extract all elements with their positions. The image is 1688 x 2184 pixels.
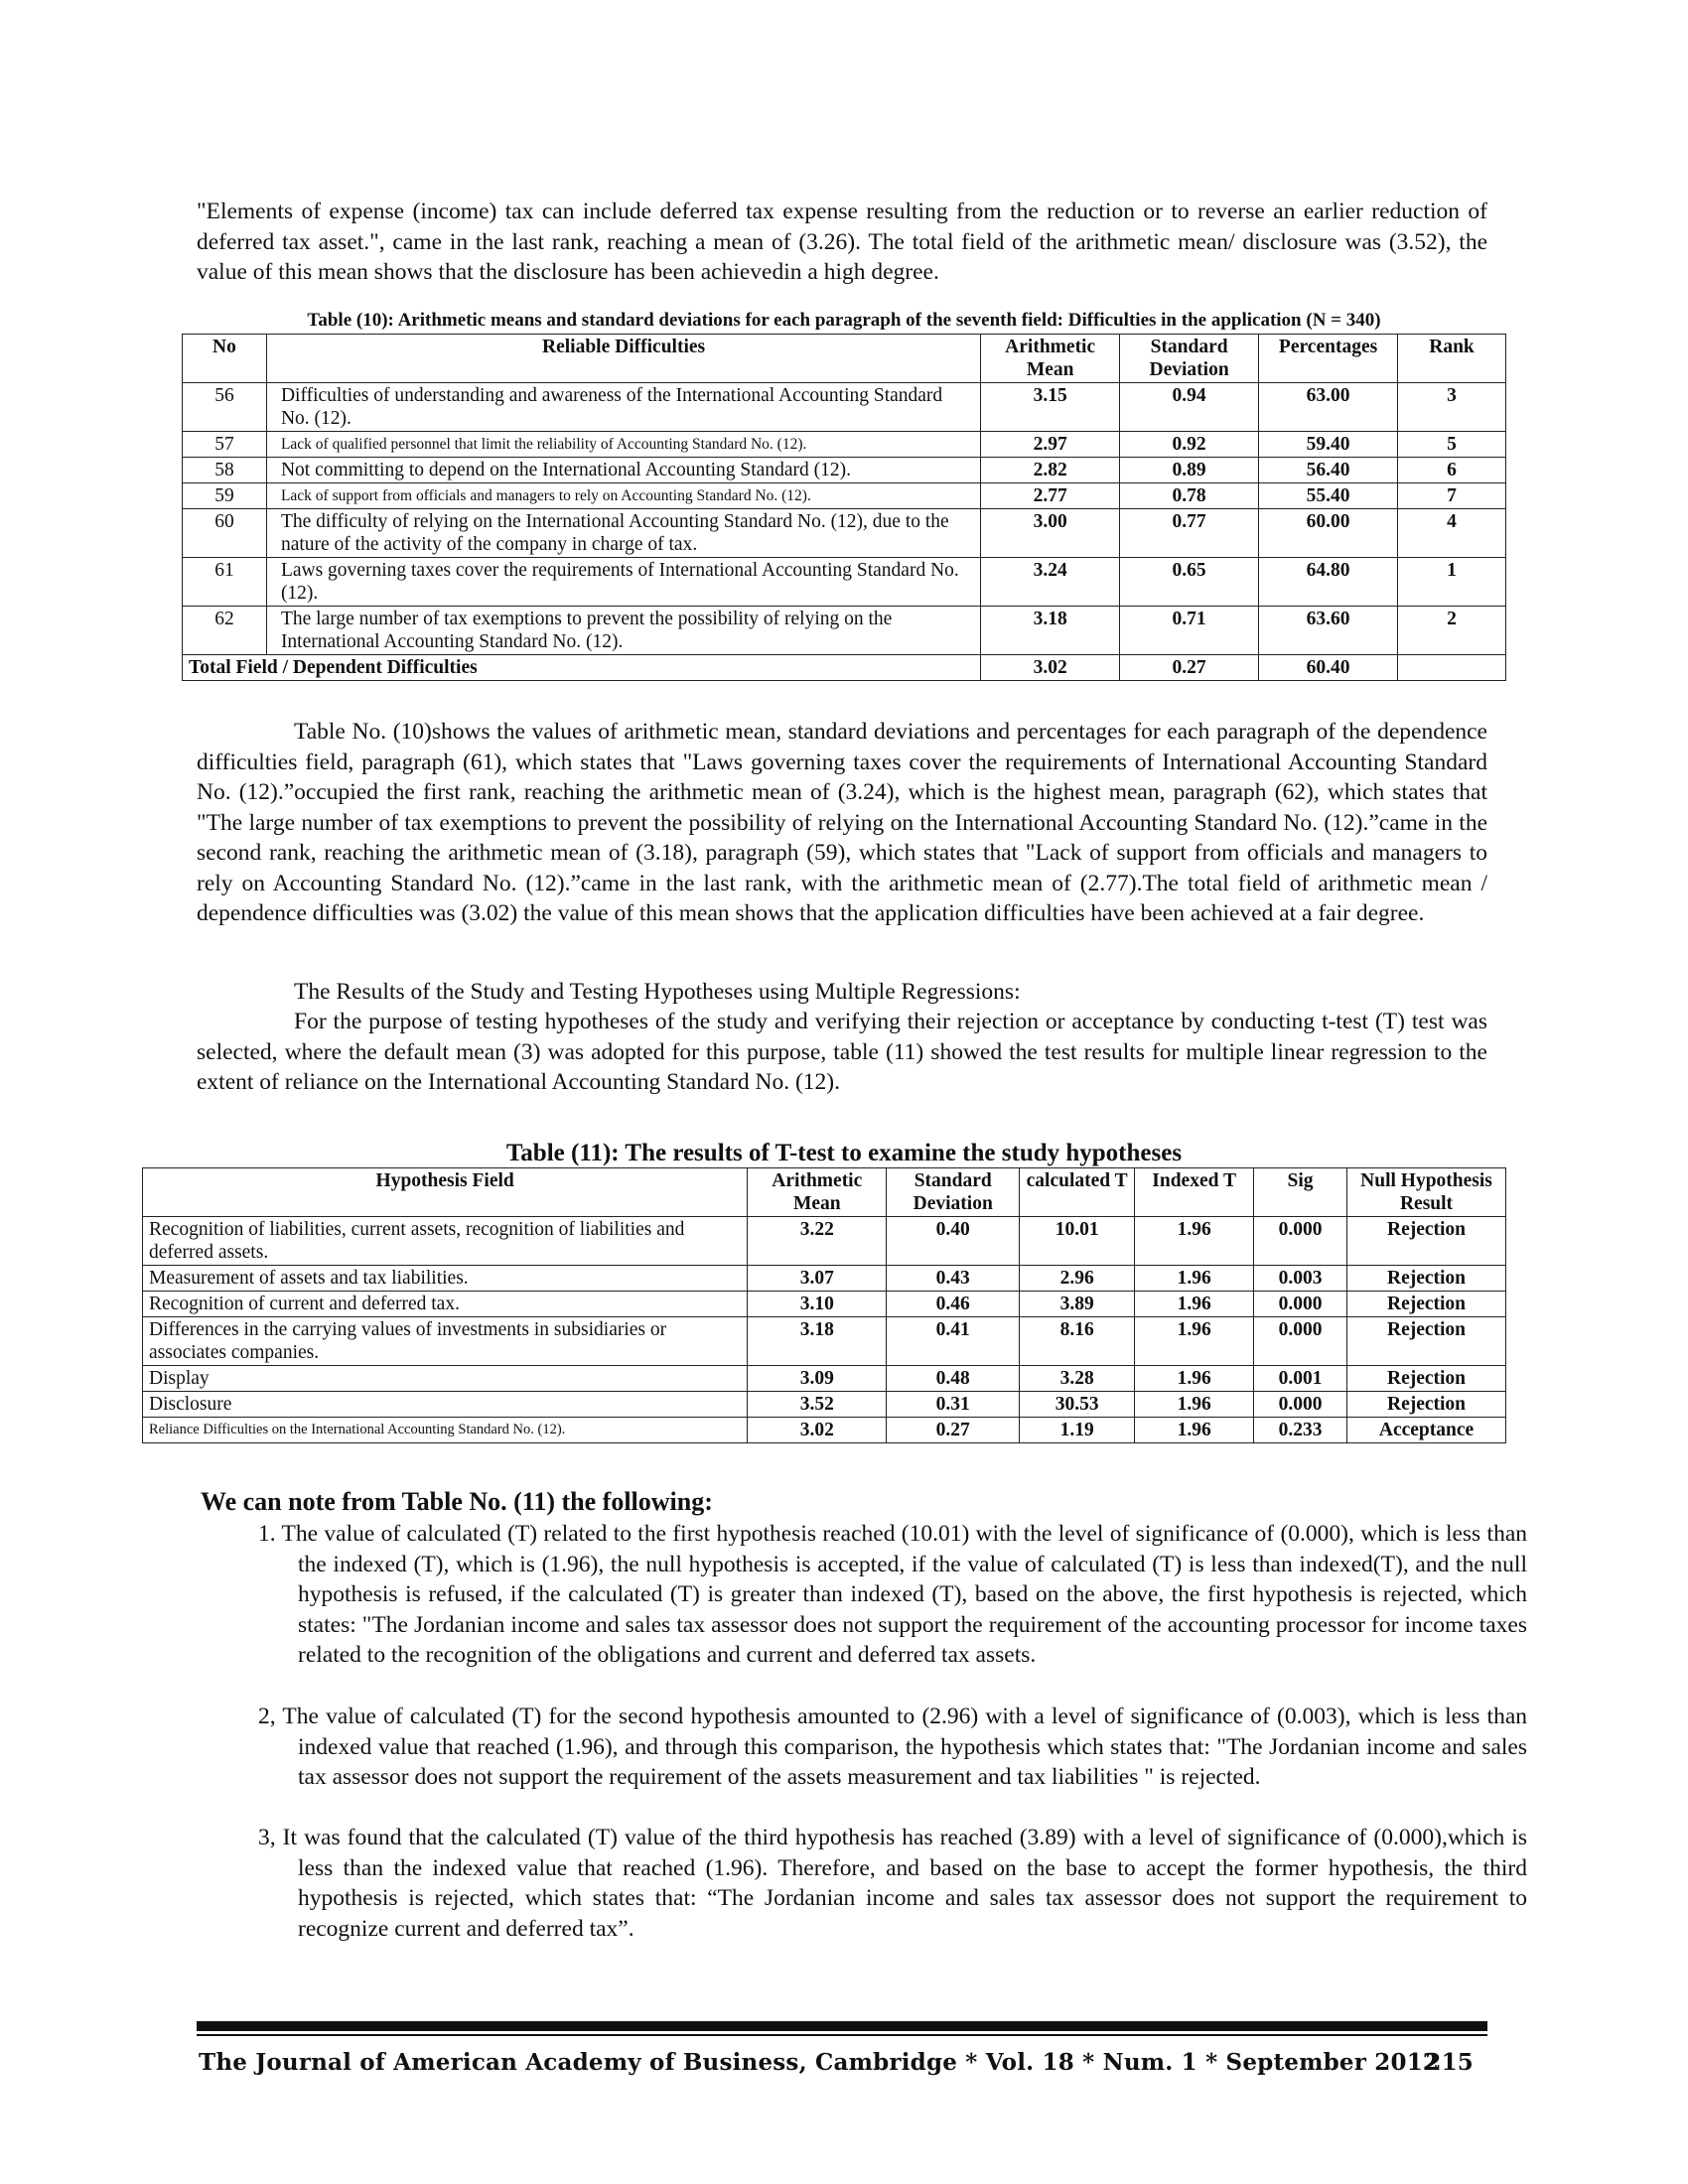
row-indexed-t: 1.96 [1135,1217,1254,1266]
row-percentage: 55.40 [1259,483,1398,509]
row-sd: 0.31 [887,1392,1020,1418]
table-row [183,458,1506,483]
page-number: 215 [1425,2049,1474,2076]
footer-rule-thick [197,2021,1487,2031]
table11-header-mean: Arithmetic Mean [748,1168,887,1217]
total-sd: 0.27 [1120,655,1259,681]
table11 [142,1167,1506,1443]
row-field: Differences in the carrying values of investments in subsidiaries or associates companies. [143,1317,748,1366]
table-row [143,1317,1506,1366]
row-indexed-t: 1.96 [1135,1292,1254,1317]
row-rank: 7 [1398,483,1506,509]
row-sig: 0.001 [1254,1366,1347,1392]
table11-caption: Table (11): The results of T-test to examine the study hypotheses [505,1140,1183,1166]
row-text: The difficulty of relying on the International Accounting Standard No. (12), due to the nature of the activity of the company in charge of tax. [266,509,980,558]
table-row [143,1392,1506,1418]
row-sd: 0.77 [1120,509,1259,558]
table-row [183,432,1506,458]
table11-header-row [143,1168,1506,1217]
row-no: 58 [183,458,267,483]
row-rank: 1 [1398,558,1506,607]
table10-header-mean: Arithmetic Mean [981,335,1120,383]
row-indexed-t: 1.96 [1135,1266,1254,1292]
row-sig: 0.003 [1254,1266,1347,1292]
row-indexed-t: 1.96 [1135,1366,1254,1392]
table10-header-difficulties: Reliable Difficulties [266,335,980,383]
row-sig: 0.000 [1254,1317,1347,1366]
row-sig: 0.000 [1254,1217,1347,1266]
table10-header-no: No [183,335,267,383]
row-result: Rejection [1347,1392,1506,1418]
row-mean: 3.09 [748,1366,887,1392]
row-sd: 0.46 [887,1292,1020,1317]
footer [199,2049,1487,2076]
row-rank: 4 [1398,509,1506,558]
table-row [143,1366,1506,1392]
row-percentage: 60.00 [1259,509,1398,558]
row-rank: 6 [1398,458,1506,483]
row-field: Recognition of current and deferred tax. [143,1292,748,1317]
row-sd: 0.78 [1120,483,1259,509]
row-no: 56 [183,383,267,432]
row-mean: 2.82 [981,458,1120,483]
row-sig: 0.233 [1254,1418,1347,1443]
row-no: 57 [183,432,267,458]
row-text: The large number of tax exemptions to prevent the possibility of relying on the International Accounting Standard No. (12). [266,607,980,655]
row-mean: 3.15 [981,383,1120,432]
row-sd: 0.92 [1120,432,1259,458]
row-percentage: 63.00 [1259,383,1398,432]
row-sd: 0.94 [1120,383,1259,432]
total-rank [1398,655,1506,681]
row-percentage: 59.40 [1259,432,1398,458]
table-row [143,1217,1506,1266]
results-paragraph: For the purpose of testing hypotheses of the study and verifying their rejection or acceptance by conducting t-test (T) test was selected, where the default mean (3) was adopted for this purpose, table (11) showed the test results for multiple linear regression to the extent of reliance on the International Accounting Standard No. (12). [197,1009,1487,1095]
total-mean: 3.02 [981,655,1120,681]
total-label: Total Field / Dependent Difficulties [183,655,981,681]
discussion-paragraph: Table No. (10)shows the values of arithmetic mean, standard deviations and percentages for each paragraph of the dependence difficulties field, paragraph (61), which states that "Laws governing taxes cover the requirements of International Accounting Standard No. (12).”occupied the first rank, reaching the arithmetic mean of (3.24), which is the highest mean, paragraph (62), which states that "The large number of tax exemptions to prevent the possibility of relying on the International Accounting Standard No. (12).”came in the second rank, reaching the arithmetic mean of (3.18), paragraph (59), which states that "Lack of support from officials and managers to rely on Accounting Standard No. (12).”came in the last rank, with the arithmetic mean of (2.77).The total field of arithmetic mean / dependence difficulties was (3.02) the value of this mean shows that the application difficulties have been achieved at a fair degree. [197,719,1487,926]
table10-caption: Table (10): Arithmetic means and standard deviations for each paragraph of the seventh field: Difficulties in the application (N = 340) [307,310,1381,331]
row-percentage: 56.40 [1259,458,1398,483]
row-sd: 0.43 [887,1266,1020,1292]
row-result: Acceptance [1347,1418,1506,1443]
row-text: Lack of qualified personnel that limit the reliability of Accounting Standard No. (12). [266,432,980,458]
row-mean: 2.77 [981,483,1120,509]
row-sd: 0.48 [887,1366,1020,1392]
row-mean: 3.10 [748,1292,887,1317]
row-calculated-t: 8.16 [1020,1317,1135,1366]
row-field: Display [143,1366,748,1392]
row-field: Disclosure [143,1392,748,1418]
row-result: Rejection [1347,1317,1506,1366]
table11-header-result: Null Hypothesis Result [1347,1168,1506,1217]
footer-journal: The Journal of American Academy of Business, Cambridge * Vol. 18 * Num. 1 * September 2012 [199,2049,1440,2076]
row-indexed-t: 1.96 [1135,1418,1254,1443]
row-mean: 3.18 [748,1317,887,1366]
table-row [183,558,1506,607]
row-sd: 0.27 [887,1418,1020,1443]
row-mean: 3.24 [981,558,1120,607]
row-calculated-t: 2.96 [1020,1266,1135,1292]
table-row [183,607,1506,655]
row-calculated-t: 3.89 [1020,1292,1135,1317]
row-mean: 3.02 [748,1418,887,1443]
row-percentage: 63.60 [1259,607,1398,655]
row-rank: 2 [1398,607,1506,655]
row-result: Rejection [1347,1292,1506,1317]
row-text: Difficulties of understanding and awareness of the International Accounting Standard No. (12). [266,383,980,432]
row-mean: 3.07 [748,1266,887,1292]
row-indexed-t: 1.96 [1135,1392,1254,1418]
footer-rule-thin [197,2034,1487,2036]
note-item-3: 3, It was found that the calculated (T) value of the third hypothesis has reached (3.89) with a level of significance of (0.000),which is less than the indexed value that reached (1.96). Therefore, and based on the base to accept the former hypothesis, the third hypothesis is rejected, which states that: “The Jordanian income and sales tax assessor does not support the requirement to recognize current and deferred tax”. [258,1825,1527,1942]
row-rank: 5 [1398,432,1506,458]
notes-heading: We can note from Table No. (11) the following: [201,1487,713,1516]
row-result: Rejection [1347,1266,1506,1292]
table10-header-rank: Rank [1398,335,1506,383]
row-result: Rejection [1347,1366,1506,1392]
row-no: 60 [183,509,267,558]
row-field: Recognition of liabilities, current assets, recognition of liabilities and deferred assets. [143,1217,748,1266]
row-field: Measurement of assets and tax liabilities. [143,1266,748,1292]
table10-header-percentages: Percentages [1259,335,1398,383]
table11-header-sd: Standard Deviation [887,1168,1020,1217]
row-no: 59 [183,483,267,509]
row-calculated-t: 3.28 [1020,1366,1135,1392]
note-item-2: 2, The value of calculated (T) for the second hypothesis amounted to (2.96) with a level of significance of (0.003), which is less than indexed value that reached (1.96), and through this comparison, the hypothesis which states that: "The Jordanian income and sales tax assessor does not support the requirement of the assets measurement and tax liabilities " is rejected. [258,1704,1527,1790]
table10 [182,334,1506,681]
table10-header-sd: Standard Deviation [1120,335,1259,383]
row-rank: 3 [1398,383,1506,432]
row-calculated-t: 30.53 [1020,1392,1135,1418]
row-sd: 0.41 [887,1317,1020,1366]
row-sig: 0.000 [1254,1292,1347,1317]
row-calculated-t: 10.01 [1020,1217,1135,1266]
table-row [183,509,1506,558]
table10-total-row [183,655,1506,681]
row-text: Laws governing taxes cover the requirements of International Accounting Standard No. (12). [266,558,980,607]
row-sd: 0.40 [887,1217,1020,1266]
row-result: Rejection [1347,1217,1506,1266]
row-indexed-t: 1.96 [1135,1317,1254,1366]
row-mean: 3.00 [981,509,1120,558]
table11-header-field: Hypothesis Field [143,1168,748,1217]
table11-header-sig: Sig [1254,1168,1347,1217]
intro-paragraph: "Elements of expense (income) tax can include deferred tax expense resulting from the reduction or to reverse an earlier reduction of deferred tax asset.", came in the last rank, reaching a mean of (3.26). The total field of the arithmetic mean/ disclosure was (3.52), the value of this mean shows that the disclosure has been achievedin a high degree. [197,199,1487,285]
row-mean: 2.97 [981,432,1120,458]
row-calculated-t: 1.19 [1020,1418,1135,1443]
row-mean: 3.22 [748,1217,887,1266]
table10-header-row [183,335,1506,383]
row-text: Not committing to depend on the International Accounting Standard (12). [266,458,980,483]
row-mean: 3.52 [748,1392,887,1418]
row-percentage: 64.80 [1259,558,1398,607]
row-sig: 0.000 [1254,1392,1347,1418]
row-no: 61 [183,558,267,607]
note-item-1: 1. The value of calculated (T) related to the first hypothesis reached (10.01) with the level of significance of (0.000), which is less than the indexed (T), which is (1.96), the null hypothesis is accepted, if the value of calculated (T) is less than indexed(T), and the null hypothesis is refused, if the calculated (T) is greater than indexed (T), based on the above, the first hypothesis is rejected, which states: "The Jordanian income and sales tax assessor does not support the requirement of the accounting processor for income taxes related to the recognition of the obligations and current and deferred tax assets. [258,1521,1527,1668]
table11-header-indexed-t: Indexed T [1135,1168,1254,1217]
row-mean: 3.18 [981,607,1120,655]
table11-header-calculated-t: calculated T [1020,1168,1135,1217]
table-row [143,1266,1506,1292]
row-field: Reliance Difficulties on the International Accounting Standard No. (12). [143,1418,748,1443]
row-sd: 0.89 [1120,458,1259,483]
table-row [183,483,1506,509]
row-sd: 0.71 [1120,607,1259,655]
total-percentage: 60.40 [1259,655,1398,681]
table-row [143,1292,1506,1317]
row-sd: 0.65 [1120,558,1259,607]
table-row [183,383,1506,432]
results-heading: The Results of the Study and Testing Hypotheses using Multiple Regressions: [294,979,1021,1005]
row-no: 62 [183,607,267,655]
row-text: Lack of support from officials and managers to rely on Accounting Standard No. (12). [266,483,980,509]
table-row [143,1418,1506,1443]
